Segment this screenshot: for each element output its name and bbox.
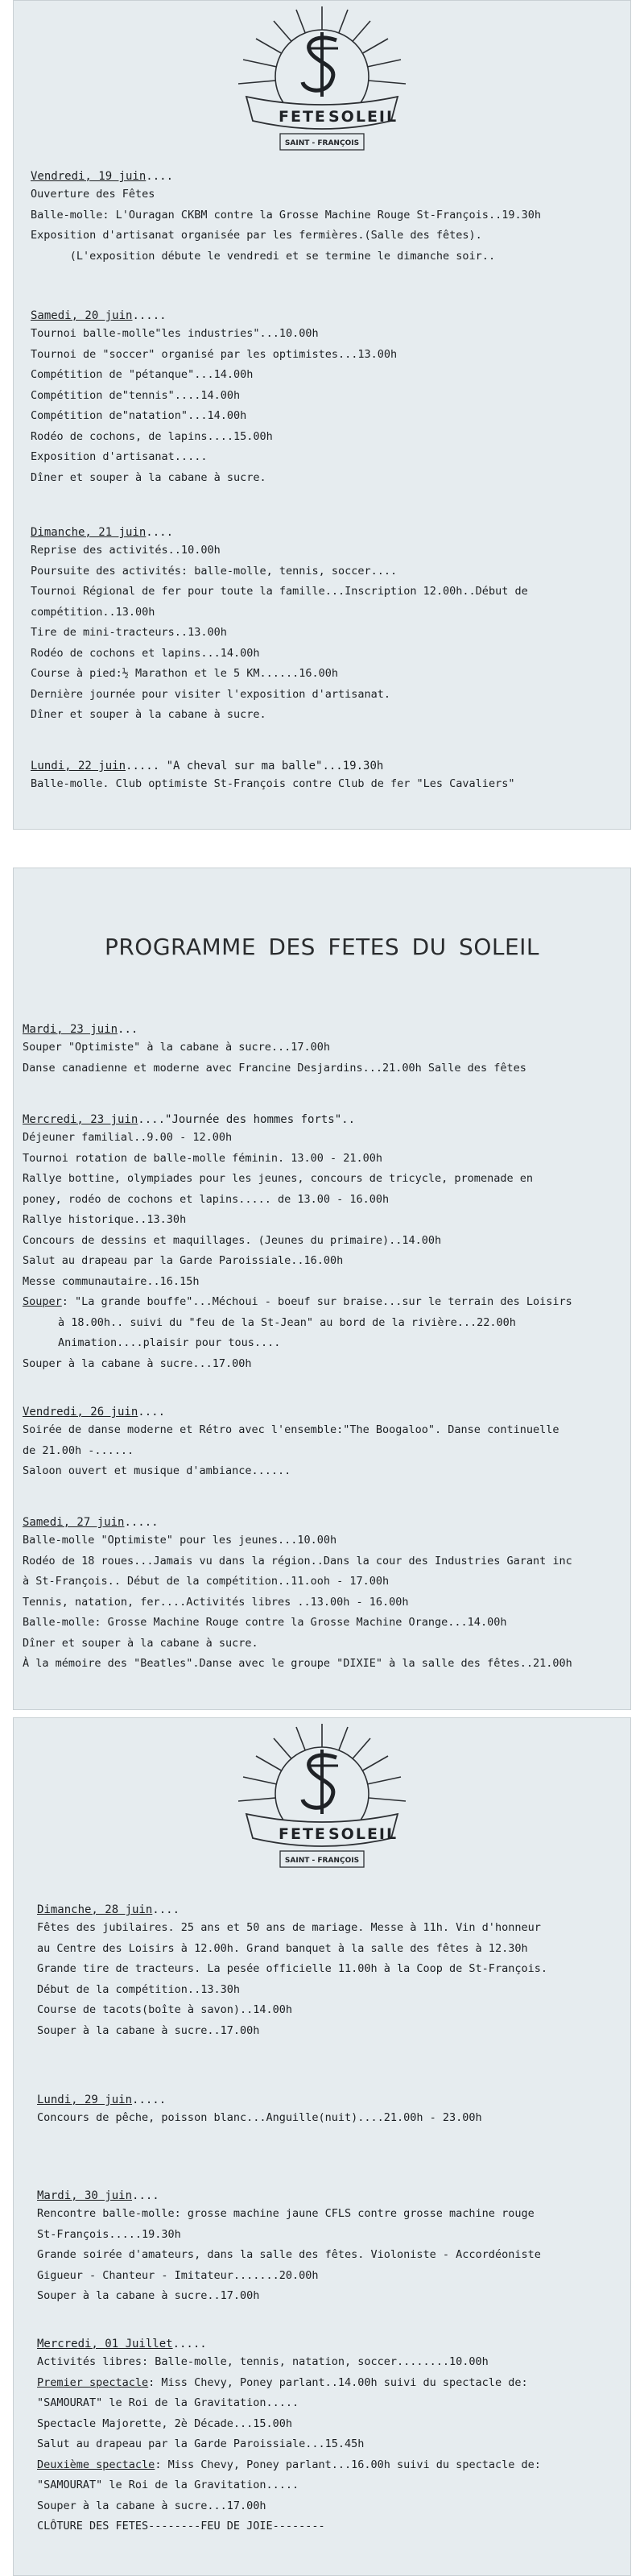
program-line: Souper à la cabane à sucre..17.00h [37, 2289, 260, 2302]
day-mardi-23 [23, 1022, 620, 1079]
program-line: Concours de pêche, poisson blanc...Anguille(nuit)....21.00h - 23.00h [37, 2111, 482, 2124]
program-line: au Centre des Loisirs à 12.00h. Grand banquet à la salle des fêtes à 12.30h [37, 1941, 528, 1955]
program-line: Tournoi Régional de fer pour toute la famille...Inscription 12.00h..Début de [31, 585, 528, 598]
program-line: Messe communautaire..16.15h [23, 1274, 200, 1288]
program-line: compétition..13.00h [31, 605, 155, 619]
program-line: Rallye historique..13.30h [23, 1213, 187, 1226]
logo-soleil-text: SOLEIL [328, 108, 398, 126]
program-line: Reprise des activités..10.00h [31, 544, 221, 557]
program-line: "SAMOURAT" le Roi de la Gravitation..... [37, 2396, 299, 2409]
program-line: Rodéo de 18 roues...Jamais vu dans la région..Dans la cour des Industries Garant inc [23, 1554, 572, 1568]
program-line: Tire de mini-tracteurs..13.00h [31, 626, 227, 639]
day-heading: Lundi, 29 juin..... [37, 2094, 167, 2106]
program-line: Souper à la cabane à sucre...17.00h [37, 2499, 266, 2512]
program-line: Balle-molle: L'Ouragan CKBM contre la Grosse Machine Rouge St-François..19.30h [31, 208, 541, 222]
program-line: Tournoi balle-molle"les industries"...10.00h [31, 327, 319, 340]
program-line: Tournoi rotation de balle-molle féminin. 13.00 - 21.00h [23, 1151, 383, 1165]
program-line: St-François.....19.30h [37, 2227, 181, 2241]
program-line: Balle-molle. Club optimiste St-François contre Club de fer "Les Cavaliers" [31, 777, 515, 790]
program-line: Deuxième spectacle: Miss Chevy, Poney parlant...16.00h suivi du spectacle de: [37, 2458, 541, 2471]
premier-spectacle-label: Premier spectacle [37, 2375, 149, 2389]
day-heading: Samedi, 20 juin..... [31, 309, 167, 322]
program-line: À la mémoire des "Beatles".Danse avec le groupe "DIXIE" à la salle des fêtes..21.00h [23, 1657, 572, 1670]
program-line: Compétition de"tennis"....14.00h [31, 388, 241, 402]
logo-place-text: SAINT - FRANÇOIS [284, 139, 360, 147]
program-line: (L'exposition débute le vendredi et se termine le dimanche soir.. [31, 249, 496, 263]
program-line: CLÔTURE DES FETES--------FEU DE JOIE-------- [37, 2520, 325, 2533]
program-line: "SAMOURAT" le Roi de la Gravitation..... [37, 2479, 299, 2491]
program-page-3 [13, 1717, 631, 2576]
program-line: de 21.00h -...... [23, 1443, 134, 1457]
program-line: Gigueur - Chanteur - Imitateur.......20.00h [37, 2268, 319, 2282]
day-samedi-27 [23, 1515, 620, 1675]
program-line: Ouverture des Fêtes [31, 188, 155, 201]
program-line: Salut au drapeau par la Garde Paroissiale..16.00h [23, 1254, 344, 1267]
day-dimanche-28 [37, 1903, 620, 2041]
program-title: PROGRAMME DES FETES DU SOLEIL [104, 934, 540, 960]
logo-fete-text: FETE [279, 1825, 327, 1843]
day-mercredi-23 [23, 1112, 620, 1374]
logo-place-text: SAINT - FRANÇOIS [284, 1857, 360, 1865]
souper-label: Souper [23, 1295, 62, 1308]
day-heading: Vendredi, 19 juin.... [31, 170, 174, 183]
day-mardi-30 [37, 2189, 620, 2307]
program-line: Dernière journée pour visiter l'exposition d'artisanat. [31, 687, 391, 701]
program-line: Souper: "La grande bouffe"...Méchoui - boeuf sur braise...sur le terrain des Loisirs [23, 1295, 572, 1308]
program-line: Déjeuner familial..9.00 - 12.00h [23, 1131, 233, 1144]
program-line: Spectacle Majorette, 2è Décade...15.00h [37, 2417, 292, 2430]
day-lundi-29 [37, 2093, 620, 2129]
day-lundi-22 [31, 759, 620, 795]
fete-soleil-logo [201, 0, 443, 169]
program-line: Souper à la cabane à sucre..17.00h [37, 2023, 260, 2037]
day-heading: Samedi, 27 juin..... [23, 1516, 159, 1529]
program-line: Dîner et souper à la cabane à sucre. [23, 1636, 258, 1650]
day-heading: Dimanche, 28 juin.... [37, 1903, 180, 1916]
program-line: Souper "Optimiste" à la cabane à sucre...17.00h [23, 1041, 331, 1054]
program-line: Poursuite des activités: balle-molle, tennis, soccer.... [31, 564, 398, 578]
day-heading: Mercredi, 23 juin...."Journée des hommes forts".. [23, 1113, 356, 1126]
program-line: Saloon ouvert et musique d'ambiance...... [23, 1464, 291, 1477]
day-heading: Lundi, 22 juin..... "A cheval sur ma balle"...19.30h [31, 760, 384, 772]
program-page-2 [13, 868, 631, 1710]
day-samedi-20 [31, 309, 620, 488]
program-line: à St-François.. Début de la compétition..11.ooh - 17.00h [23, 1575, 390, 1588]
program-line: Début de la compétition..13.30h [37, 1982, 240, 1996]
program-line: Rallye bottine, olympiades pour les jeunes, concours de tricycle, promenade en [23, 1172, 533, 1185]
program-line: Rodéo de cochons et lapins...14.00h [31, 646, 260, 660]
program-line: Grande soirée d'amateurs, dans la salle des fêtes. Violoniste - Accordéoniste [37, 2248, 541, 2261]
program-line: Rencontre balle-molle: grosse machine jaune CFLS contre grosse machine rouge [37, 2207, 535, 2220]
program-line: à 18.00h.. suivi du "feu de la St-Jean" au bord de la rivière...22.00h [58, 1315, 516, 1329]
deuxieme-spectacle-label: Deuxième spectacle [37, 2458, 155, 2471]
program-line: Dîner et souper à la cabane à sucre. [31, 708, 266, 721]
program-line: Rodéo de cochons, de lapins....15.00h [31, 429, 273, 443]
program-line: Soirée de danse moderne et Rétro avec l'ensemble:"The Boogaloo". Danse continuelle [23, 1423, 559, 1436]
program-line: Balle-molle "Optimiste" pour les jeunes...10.00h [23, 1534, 337, 1547]
program-line: Fêtes des jubilaires. 25 ans et 50 ans de mariage. Messe à 11h. Vin d'honneur [37, 1921, 541, 1934]
program-line: Compétition de "pétanque"...14.00h [31, 368, 254, 381]
program-line: Balle-molle: Grosse Machine Rouge contre la Grosse Machine Orange...14.00h [23, 1616, 507, 1629]
day-heading: Mardi, 30 juin.... [37, 2189, 159, 2202]
program-line: Danse canadienne et moderne avec Francine Desjardins...21.00h Salle des fêtes [23, 1061, 526, 1075]
program-line: Tennis, natation, fer....Activités libres ..13.00h - 16.00h [23, 1595, 409, 1609]
program-line: Exposition d'artisanat..... [31, 450, 208, 463]
program-line: Course de tacots(boîte à savon)..14.00h [37, 2003, 292, 2016]
program-line: Compétition de"natation"...14.00h [31, 409, 247, 422]
program-line: Exposition d'artisanat organisée par les fermières.(Salle des fêtes). [31, 229, 482, 242]
program-line: Dîner et souper à la cabane à sucre. [31, 470, 266, 484]
program-line: Course à pied:½ Marathon et le 5 KM......16.00h [31, 667, 339, 680]
logo-fete-text: FETE [279, 108, 327, 126]
program-line: Tournoi de "soccer" organisé par les optimistes...13.00h [31, 347, 398, 361]
program-line: Souper à la cabane à sucre...17.00h [23, 1356, 252, 1370]
program-page-1 [13, 0, 631, 830]
program-line: Salut au drapeau par la Garde Paroissiale...15.45h [37, 2437, 365, 2450]
day-vendredi-26 [23, 1405, 620, 1482]
program-line: Activités libres: Balle-molle, tennis, natation, soccer........10.00h [37, 2355, 489, 2368]
day-vendredi-19 [31, 169, 620, 267]
day-heading: Dimanche, 21 juin.... [31, 526, 174, 539]
logo-soleil-text: SOLEIL [328, 1825, 398, 1843]
day-heading: Vendredi, 26 juin.... [23, 1406, 166, 1418]
program-line: Concours de dessins et maquillages. (Jeunes du primaire)..14.00h [23, 1233, 442, 1247]
day-dimanche-21 [31, 525, 620, 726]
program-line: Grande tire de tracteurs. La pesée officielle 11.00h à la Coop de St-François. [37, 1962, 547, 1975]
program-line: poney, rodéo de cochons et lapins..... de 13.00 - 16.00h [23, 1192, 390, 1206]
program-line: Premier spectacle: Miss Chevy, Poney parlant..14.00h suivi du spectacle de: [37, 2375, 528, 2389]
program-line: Animation....plaisir pour tous.... [58, 1336, 281, 1349]
day-mercredi-01-juillet [37, 2337, 620, 2537]
day-heading: Mercredi, 01 Juillet..... [37, 2338, 207, 2350]
day-heading: Mardi, 23 juin... [23, 1023, 138, 1036]
fete-soleil-logo [201, 1717, 443, 1886]
